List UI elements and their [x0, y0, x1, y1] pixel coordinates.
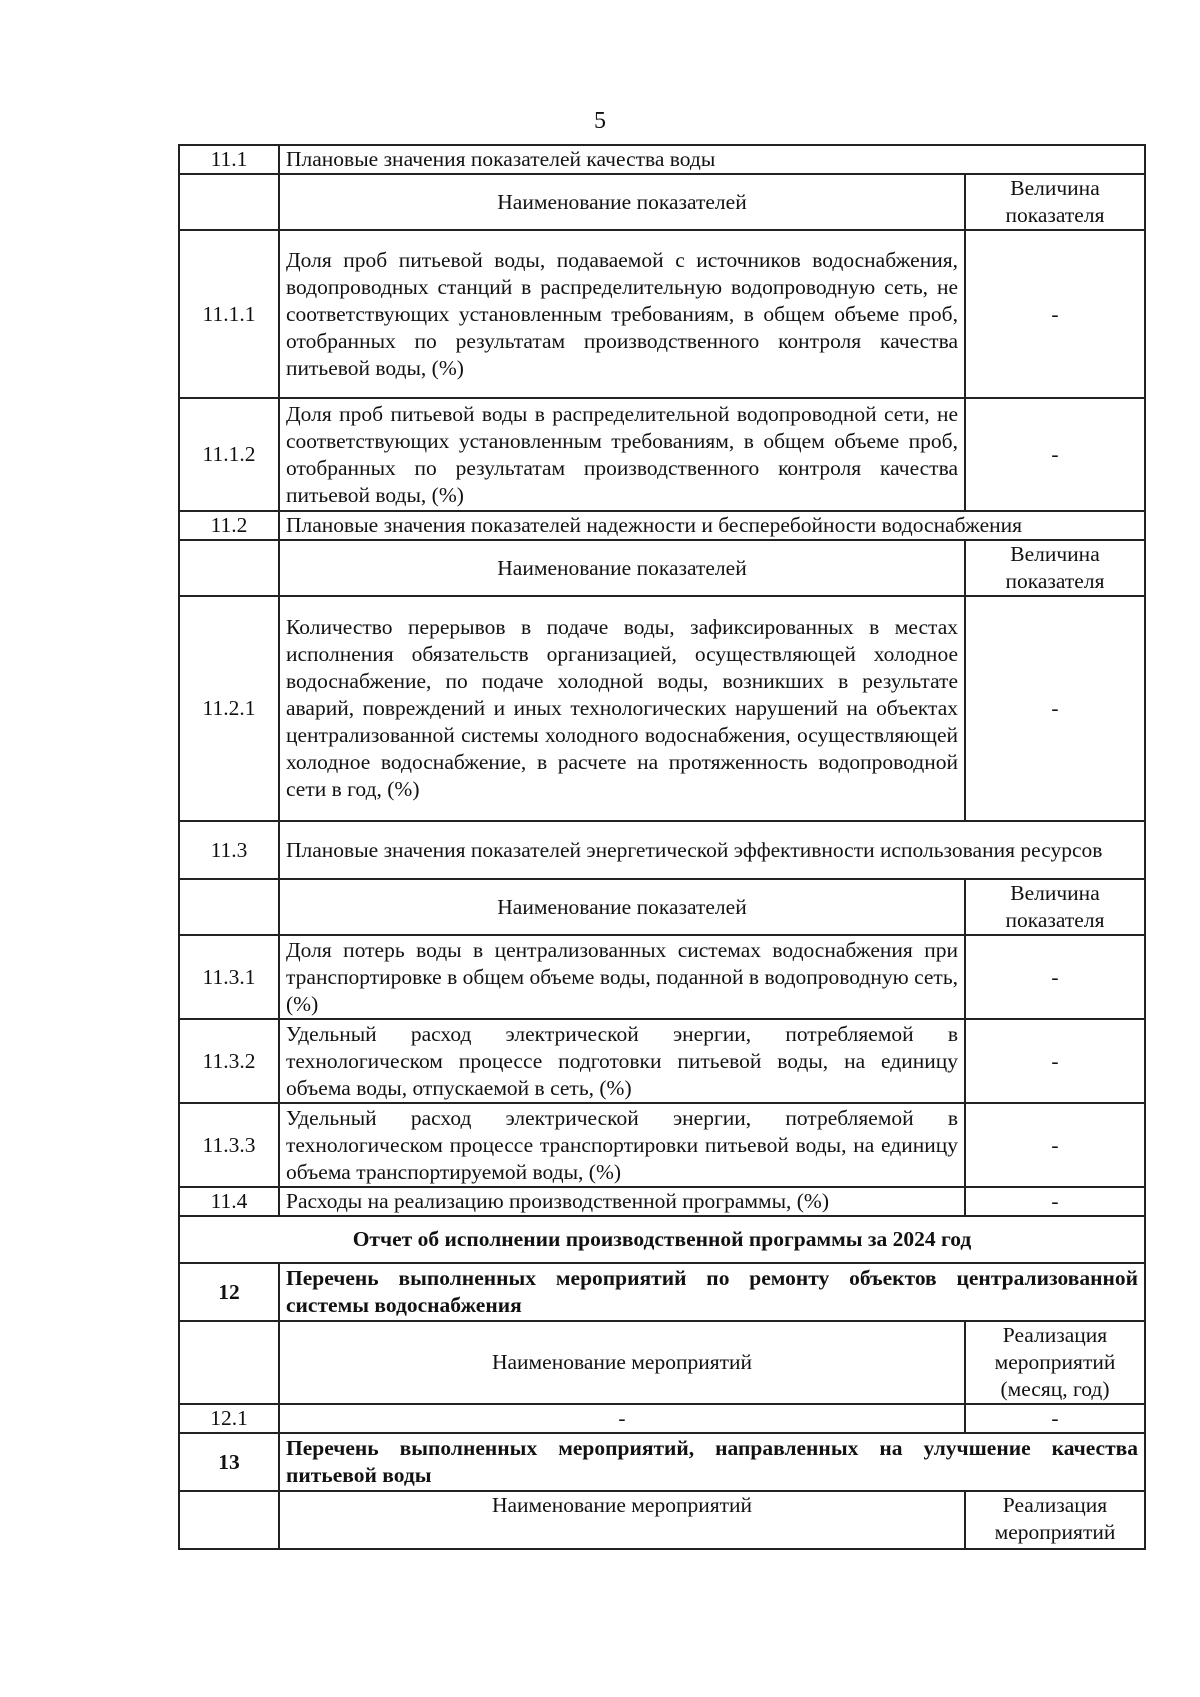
row-number: 11.2.1 — [179, 596, 279, 821]
empty-cell — [179, 879, 279, 935]
indicator-value: - — [965, 935, 1145, 1019]
column-header-value: Реализация мероприятий — [965, 1491, 1145, 1549]
table-row — [179, 1404, 1145, 1433]
indicator-name: Доля потерь воды в централизованных системах водоснабжения при транспортировке в общем объеме воды, поданной в водопроводную сеть, (%) — [279, 935, 965, 1019]
column-header-value: Величина показателя — [965, 879, 1145, 935]
row-number: 11.1.2 — [179, 398, 279, 511]
section-row-13 — [179, 1433, 1145, 1491]
row-number: 11.1.1 — [179, 230, 279, 398]
column-header-name: Наименование показателей — [279, 879, 965, 935]
row-number: 11.3 — [179, 821, 279, 879]
activity-date: - — [965, 1404, 1145, 1433]
table-row — [179, 398, 1145, 511]
indicator-value: - — [965, 1103, 1145, 1187]
column-header-row — [179, 1491, 1145, 1549]
indicator-value: - — [965, 1187, 1145, 1216]
column-header-name: Наименование показателей — [279, 540, 965, 596]
indicator-value: - — [965, 398, 1145, 511]
column-header-row — [179, 174, 1145, 230]
row-number: 11.3.2 — [179, 1019, 279, 1103]
empty-cell — [179, 1491, 279, 1549]
indicator-name: Расходы на реализацию производственной программы, (%) — [279, 1187, 965, 1216]
indicator-name: Доля проб питьевой воды в распределительной водопроводной сети, не соответствующих установленным требованиям, в общем объеме проб, отобранных по результатам производственного контроля качества питьевой воды, (%) — [279, 398, 965, 511]
indicator-name: Доля проб питьевой воды, подаваемой с источников водоснабжения, водопроводных станций в распределительную водопроводную сеть, не соответствующих установленным требованиям, в общем объеме проб, отобранных по результатам производственного контроля качества питьевой воды, (%) — [279, 230, 965, 398]
indicator-name: Удельный расход электрической энергии, потребляемой в технологическом процессе подготовки питьевой воды, на единицу объема воды, отпускаемой в сеть, (%) — [279, 1019, 965, 1103]
indicator-name: Количество перерывов в подаче воды, зафиксированных в местах исполнения обязательств организацией, осуществляющей холодное водоснабжение, по подаче холодной воды, возникших в результате аварий, повреждений и иных технологических нарушений на объектах централизованной системы холодного водоснабжения, осуществляющей холодное водоснабжение, в расчете на протяженность водопроводной сети в год, (%) — [279, 596, 965, 821]
indicator-name: Удельный расход электрической энергии, потребляемой в технологическом процессе транспортировки питьевой воды, на единицу объема транспортируемой воды, (%) — [279, 1103, 965, 1187]
activity-name: - — [279, 1404, 965, 1433]
empty-cell — [179, 540, 279, 596]
table-row — [179, 596, 1145, 821]
indicators-table — [178, 144, 1146, 1550]
empty-cell — [179, 1321, 279, 1404]
indicator-value: - — [965, 1019, 1145, 1103]
indicator-value: - — [965, 596, 1145, 821]
indicator-value: - — [965, 230, 1145, 398]
row-number: 12.1 — [179, 1404, 279, 1433]
table-row — [179, 1019, 1145, 1103]
table-row — [179, 1103, 1145, 1187]
section-title: Плановые значения показателей надежности и бесперебойности водоснабжения — [279, 511, 1145, 540]
section-title: Перечень выполненных мероприятий по ремонту объектов централизованной системы водоснабжения — [279, 1263, 1145, 1321]
section-title: Плановые значения показателей энергетической эффективности использования ресурсов — [279, 821, 1145, 879]
row-number: 11.3.1 — [179, 935, 279, 1019]
column-header-value: Величина показателя — [965, 174, 1145, 230]
section-row-11-1 — [179, 145, 1145, 174]
row-number: 11.2 — [179, 511, 279, 540]
report-heading: Отчет об исполнении производственной программы за 2024 год — [179, 1216, 1145, 1263]
row-number: 11.4 — [179, 1187, 279, 1216]
table-row — [179, 230, 1145, 398]
column-header-row — [179, 540, 1145, 596]
column-header-row — [179, 1321, 1145, 1404]
table-row — [179, 1187, 1145, 1216]
row-number: 11.1 — [179, 145, 279, 174]
section-row-11-3 — [179, 821, 1145, 879]
table-row — [179, 935, 1145, 1019]
page-number: 5 — [594, 108, 606, 134]
column-header-value: Величина показателя — [965, 540, 1145, 596]
empty-cell — [179, 174, 279, 230]
column-header-value: Реализация мероприятий (месяц, год) — [965, 1321, 1145, 1404]
section-row-12 — [179, 1263, 1145, 1321]
report-heading-row — [179, 1216, 1145, 1263]
column-header-name: Наименование мероприятий — [279, 1491, 965, 1549]
column-header-name: Наименование мероприятий — [279, 1321, 965, 1404]
section-title: Перечень выполненных мероприятий, направленных на улучшение качества питьевой воды — [279, 1433, 1145, 1491]
column-header-row — [179, 879, 1145, 935]
row-number: 13 — [179, 1433, 279, 1491]
section-title: Плановые значения показателей качества воды — [279, 145, 1145, 174]
column-header-name: Наименование показателей — [279, 174, 965, 230]
row-number: 12 — [179, 1263, 279, 1321]
section-row-11-2 — [179, 511, 1145, 540]
row-number: 11.3.3 — [179, 1103, 279, 1187]
